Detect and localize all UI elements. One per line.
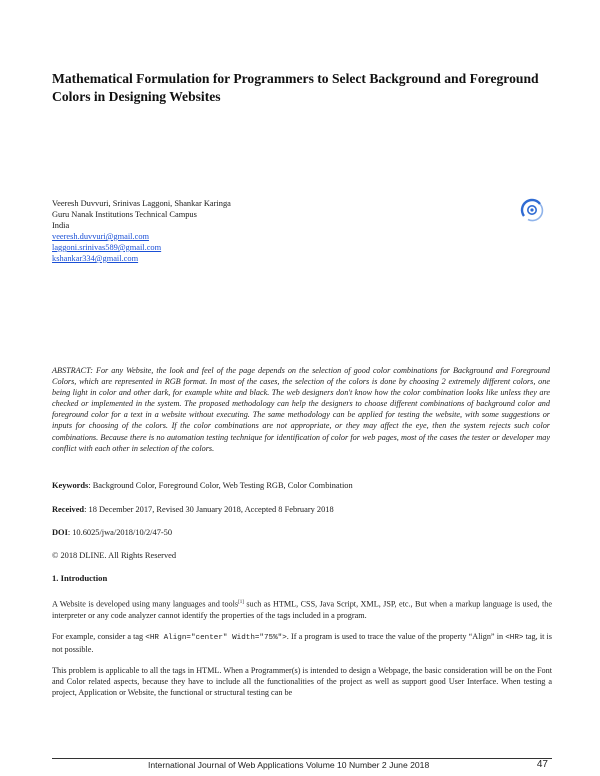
paper-title: Mathematical Formulation for Programmers to Select Background and Foreground Colors in Designing Websites: [52, 71, 539, 104]
author-names: Veeresh Duvvuri, Srinivas Laggoni, Shankar Karinga: [52, 199, 231, 208]
doi-text: : 10.6025/jwa/2018/10/2/47-50: [67, 528, 173, 537]
keywords-label: Keywords: [52, 481, 89, 490]
intro-p2-text-a: For example, consider a tag: [52, 632, 146, 641]
abstract-paragraph: ABSTRACT: For any Website, the look and feel of the page depends on the selection of good color combinations for Background and Foreground Colors, which are represented in RGB format. In most of the cases, the selection of the colors is done by choosing 2 extremely different colors, one being light in color and other dark, for example white and black. The web designers don't know how the color combination looks like unless they are checked or implemented in the system. The proposed methodology can help the designers to choose different combinations of background color and foreground color for a text in a website without executing. The same methodology can be applied for testing the website, with some suggestions or inputs for choosing of the colors. If the color combinations are not appropriate, or they may affect the eye, then the system rejects such color combinations. Because there is no automation testing technique for identification of color for web pages, most of the cases the tester or developer may conflict with each other in selection of the colors.: [52, 366, 550, 453]
intro-p2-text-b: . If a program is used to trace the value of the property “Align” in: [286, 632, 506, 641]
keywords-text: : Background Color, Foreground Color, Web Testing RGB, Color Combination: [88, 481, 353, 490]
received-line: [52, 504, 552, 515]
page-footer: [52, 758, 552, 775]
keywords-line: [52, 480, 552, 491]
section-heading-introduction: 1. Introduction: [52, 573, 108, 583]
code-snippet-hr: <HR>: [505, 634, 524, 642]
doi-label: DOI: [52, 528, 68, 537]
author-block: [52, 198, 472, 264]
received-text: : 18 December 2017, Revised 30 January 2018, Accepted 8 February 2018: [84, 505, 334, 514]
doi-line: [52, 527, 552, 538]
footer-journal-info: International Journal of Web Applications Volume 10 Number 2 June 2018: [148, 760, 430, 770]
author-email-3[interactable]: kshankar334@gmail.com: [52, 254, 139, 263]
intro-p1-text-b: such as HTML, CSS, Java Script, XML, JSP, etc., But when a markup language is used, the interpreter or any code analyzer cannot identify the properties of the tags included in a program.: [52, 599, 552, 620]
intro-p2-text-c: tag, it is not possible.: [52, 632, 552, 655]
intro-p1-text-a: A Website is developed using many languages and tools: [52, 599, 239, 609]
intro-paragraph-1: [52, 597, 552, 621]
author-email-1[interactable]: veeresh.duvvuri@gmail.com: [52, 232, 150, 241]
author-email-2[interactable]: laggoni.srinivas589@gmail.com: [52, 243, 162, 252]
code-snippet-hr-tag: <HR Align="center" Width="75%">: [145, 634, 287, 642]
author-institution: Guru Nanak Institutions Technical Campus: [52, 210, 197, 219]
citation-ref-1[interactable]: [1]: [238, 600, 244, 605]
publisher-logo-icon: [519, 197, 545, 223]
page-number: 47: [536, 759, 548, 770]
received-label: Received: [52, 505, 85, 514]
copyright-line: © 2018 DLINE. All Rights Reserved: [52, 551, 177, 560]
author-country: India: [52, 221, 70, 230]
intro-paragraph-3: This problem is applicable to all the tags in HTML. When a Programmer(s) is intended to design a Webpage, the basic consideration will be on the Font and Color related aspects, because they have to include all the functionalities of the project as well as support good User Interface. When testing a project, Application or Website, the functional or structural testing can be: [52, 666, 552, 698]
intro-paragraph-2: [52, 631, 552, 655]
